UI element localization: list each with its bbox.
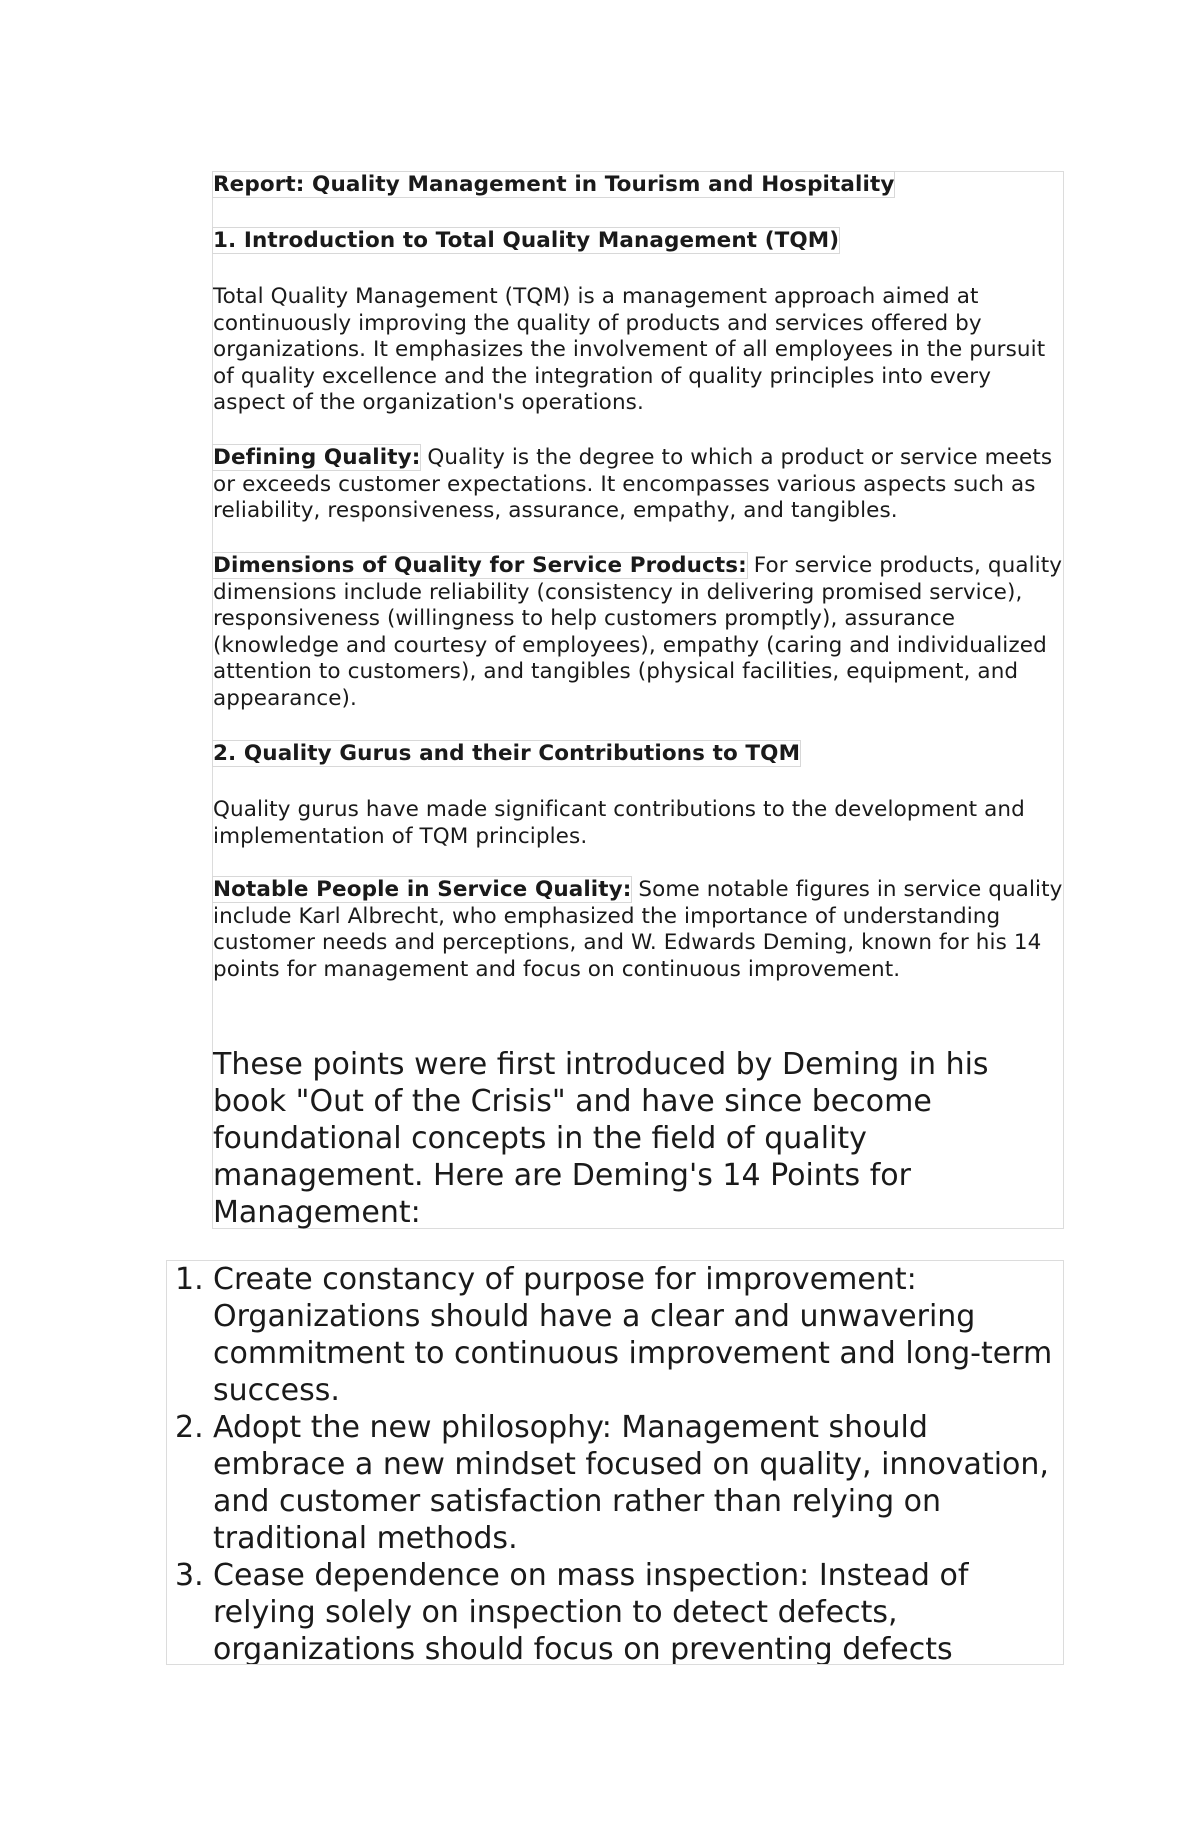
section2-heading-text: 2. Quality Gurus and their Contributions to TQM xyxy=(213,741,801,766)
dimensions-text: For service products, quality dimensions include reliability (consistency in delivering promised service), responsiveness (willingness to help customers promptly), assurance (knowledge and courtesy of employees), empathy (caring and individualized attention to customers), and tangibles (physical facilities, equipment, and appearance). xyxy=(213,553,1063,711)
list-item-text: Create constancy of purpose for improvement: Organizations should have a clear and unwavering commitment to continuous improvement and long-term success. xyxy=(213,1262,1053,1408)
report-body xyxy=(212,171,1064,1229)
defining-quality-label: Defining Quality: xyxy=(213,445,421,470)
list-item-number: 3. xyxy=(175,1558,204,1593)
list-item xyxy=(167,1261,1063,1409)
section2-heading xyxy=(213,741,1063,768)
list-item-text: Cease dependence on mass inspection: Instead of relying solely on inspection to detect defects, organizations should focus on preventing defects xyxy=(213,1558,969,1665)
section1-intro: Total Quality Management (TQM) is a management approach aimed at continuously improving the quality of products and services offered by organizations. It emphasizes the involvement of all employees in the pursuit of quality excellence and the integration of quality principles into every aspect of the organization's operations. xyxy=(213,284,1046,415)
deming-points-list xyxy=(167,1261,1063,1665)
list-item-text: Adopt the new philosophy: Management should embrace a new mindset focused on quality, innovation, and customer satisfaction rather than relying on traditional methods. xyxy=(213,1410,1049,1556)
notable-people-paragraph xyxy=(213,877,1063,983)
report-title xyxy=(213,172,894,199)
report-title-text: Report: Quality Management in Tourism and Hospitality xyxy=(213,172,895,197)
section1-heading-text: 1. Introduction to Total Quality Management (TQM) xyxy=(213,228,840,253)
section1-heading xyxy=(213,228,1063,255)
deming-points-list-container xyxy=(166,1260,1064,1665)
list-item-number: 2. xyxy=(175,1410,204,1445)
list-item-number: 1. xyxy=(175,1262,204,1297)
dimensions-label: Dimensions of Quality for Service Products: xyxy=(213,553,747,578)
defining-quality-paragraph xyxy=(213,445,1063,525)
list-item xyxy=(167,1557,1063,1665)
notable-people-text: Some notable figures in service quality include Karl Albrecht, who emphasized the importance of understanding customer needs and perceptions, and W. Edwards Deming, known for his 14 points for management and focus on continuous improvement. xyxy=(213,877,1063,982)
list-item xyxy=(167,1409,1063,1557)
section2-intro: Quality gurus have made significant contributions to the development and implementation of TQM principles. xyxy=(213,797,1025,849)
deming-intro: These points were first introduced by Deming in his book "Out of the Crisis" and have since become foundational concepts in the field of quality management. Here are Deming's 14 Points for Management: xyxy=(213,1047,989,1230)
defining-quality-text: Quality is the degree to which a product or service meets or exceeds customer expectations. It encompasses various aspects such as reliability, responsiveness, assurance, empathy, and tangibles. xyxy=(213,445,1053,523)
notable-people-label: Notable People in Service Quality: xyxy=(213,877,632,902)
dimensions-paragraph xyxy=(213,553,1063,712)
